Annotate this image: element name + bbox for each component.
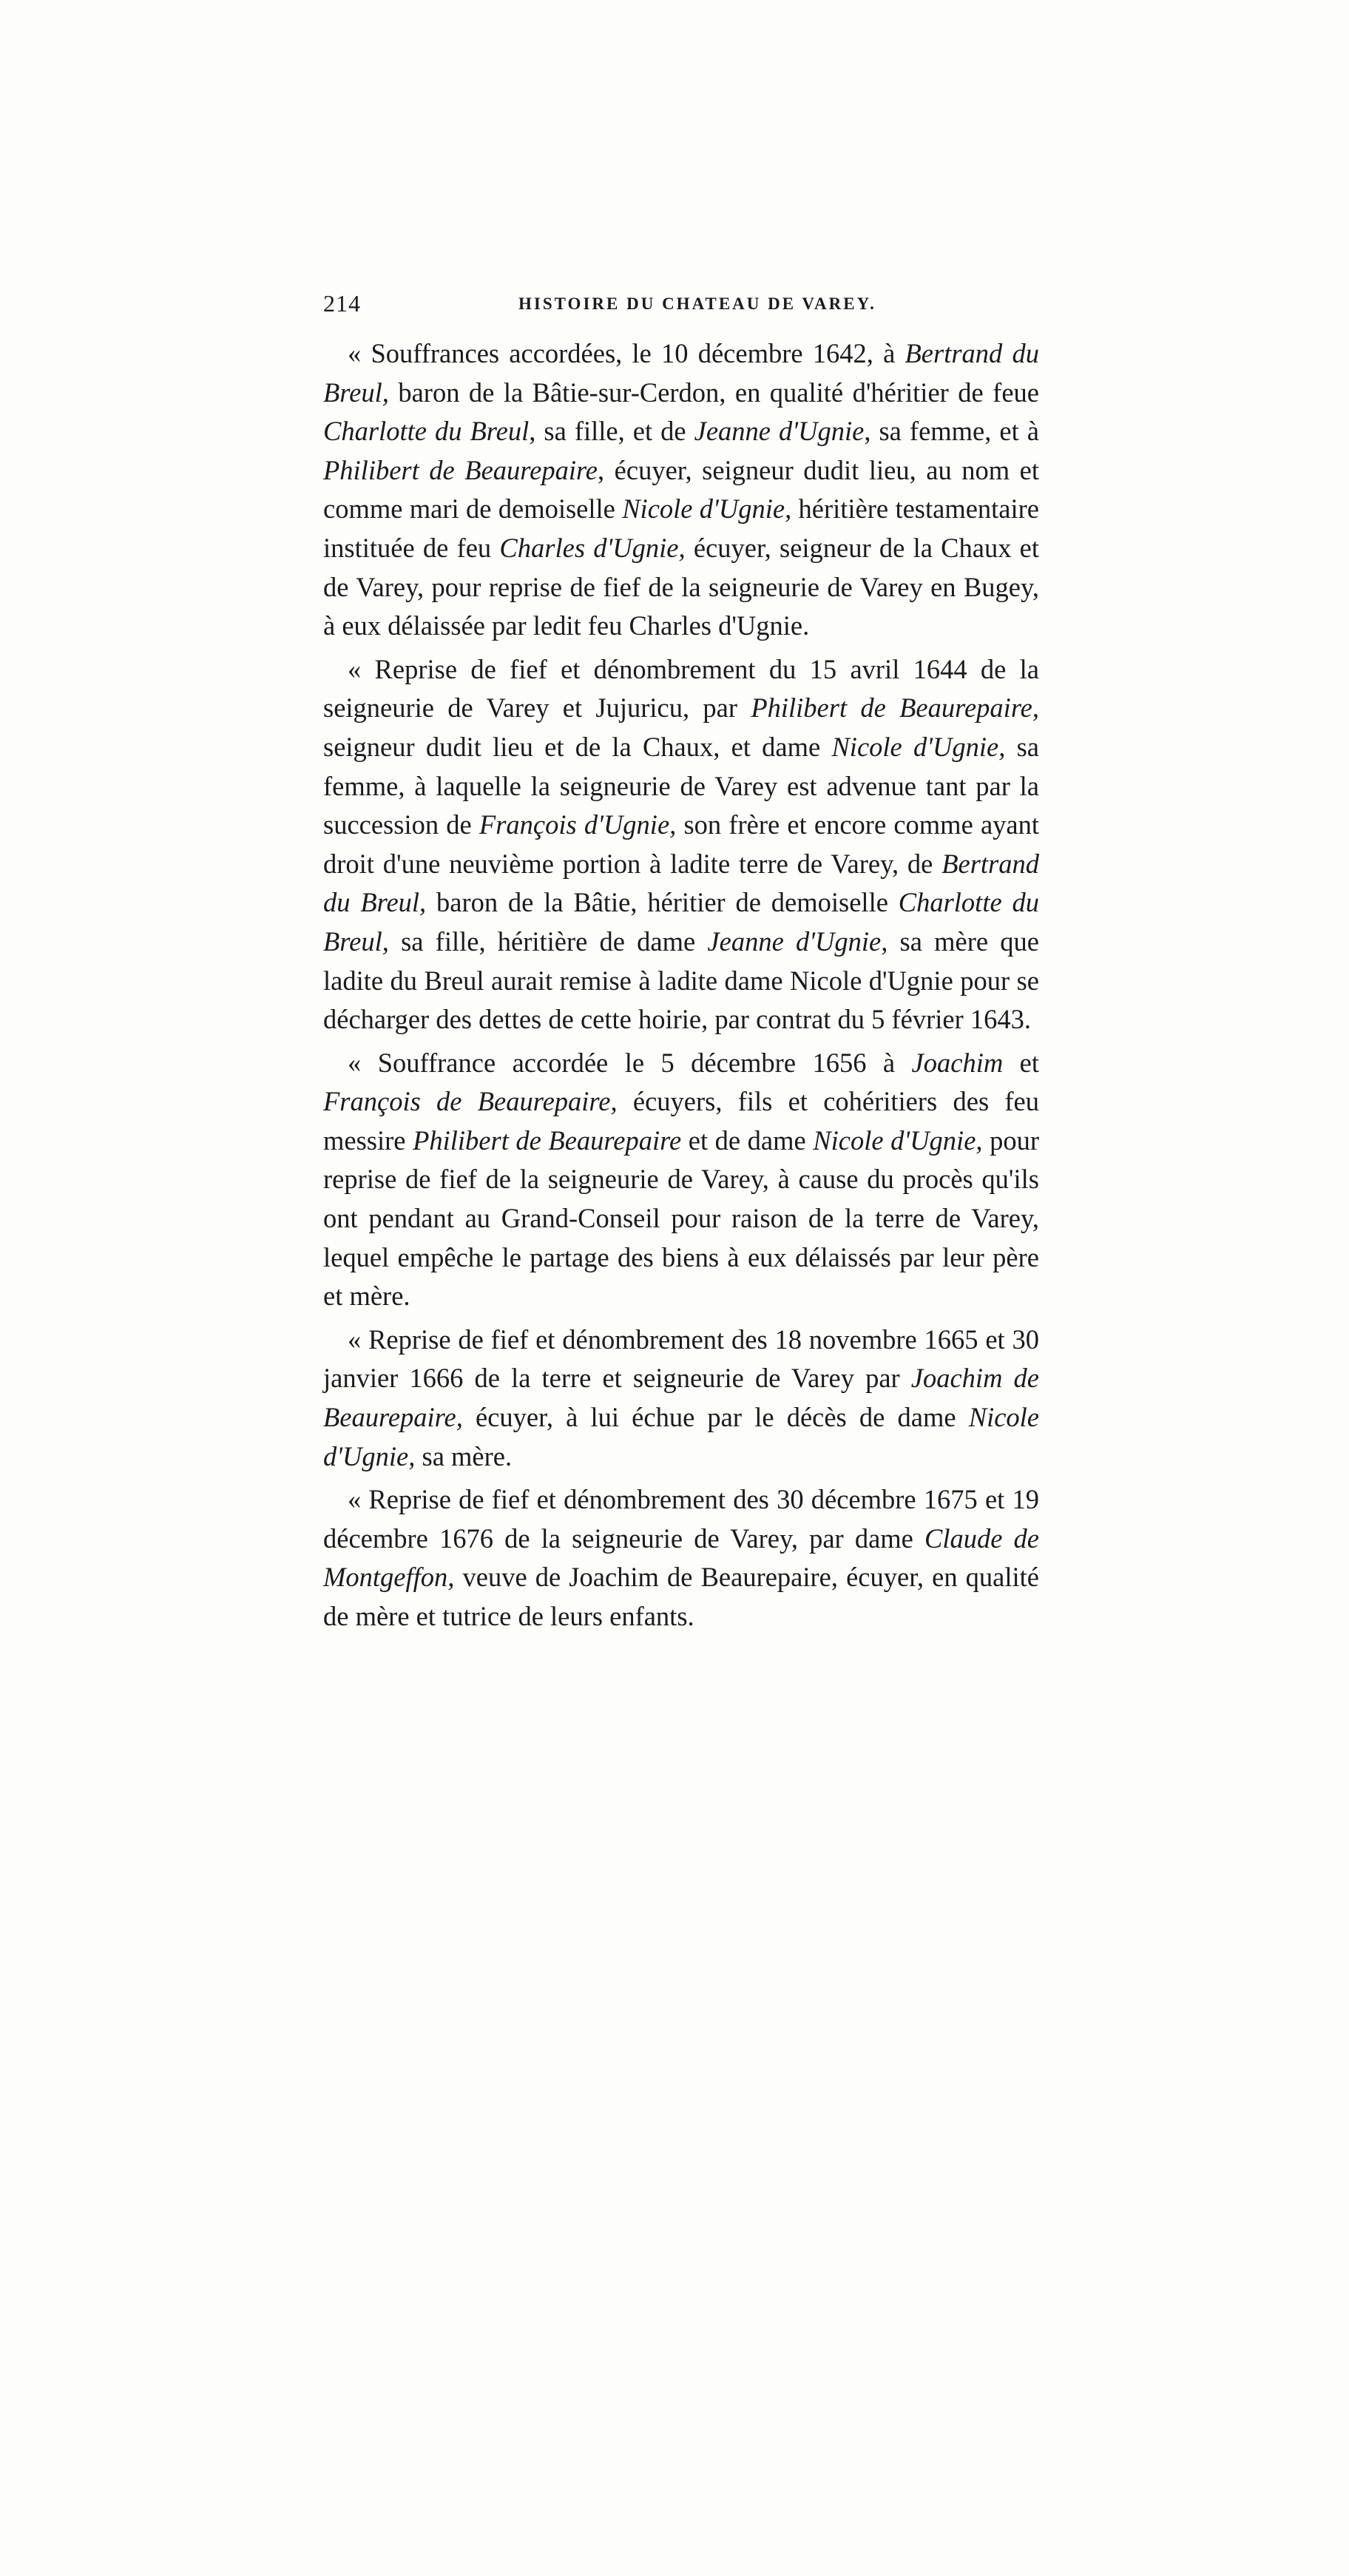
italic-name: Charles d'Ugnie, [499,532,686,563]
text-run: pour reprise de fief de la seigneurie de Varey, à cause du procès qu'ils ont pendant au Grand-Conseil pour raison de la terre de Varey, lequel empêche le partage des biens à eux délaissés par leur père et mère. [323,1125,1040,1312]
italic-name: Philibert de Beaurepaire [323,454,598,485]
text-run: baron de la Bâtie, héritier de demoiselle [426,887,899,918]
italic-name: Charlotte du Breul [323,416,530,447]
paragraph-5 [323,1480,1039,1636]
text-run: , sa fille, et de [529,416,694,447]
text-run: écuyer, seigneur de la Chaux et de Varey, pour reprise de fief de la seigneurie de Varey en Bugey, à eux délaissée par ledit feu Charles d'Ugnie. [323,532,1040,641]
text-run: « Reprise de fief et dénombrement des 18 novembre 1665 et 30 janvier 1666 de la terre et seigneurie de Varey par [323,1324,1039,1394]
text-run: seigneur dudit lieu et de la Chaux, et dame [323,731,832,762]
text-run: , sa femme, et à [864,416,1039,447]
text-run: écuyer, à lui échue par le décès de dame [462,1402,969,1433]
italic-name: Claude de Montgeffon, [323,1523,1039,1593]
italic-name: Joachim [911,1047,1004,1078]
italic-name: Nicole d'Ugnie, [622,493,792,525]
text-run: « Souffrance accordée le 5 décembre 1656 à [348,1047,912,1078]
text-run: baron de la Bâtie-sur-Cerdon, en qualité d'héritier de feue [388,377,1039,408]
italic-name: Bertrand du Breul, [323,338,1039,408]
text-run: et [1003,1047,1039,1078]
paragraph-4 [323,1321,1039,1476]
paragraph-2 [323,650,1039,1039]
italic-name: Jeanne d'Ugnie, [707,925,888,957]
running-title: HISTOIRE DU CHATEAU DE VAREY. [518,294,876,313]
text-run: héritière testamentaire instituée de feu [323,493,1040,563]
italic-name: Nicole d'Ugnie, [813,1125,983,1156]
italic-name: Joachim de Beaurepaire, [323,1363,1039,1433]
text-run: sa mère que ladite du Breul aurait remise à ladite dame Nicole d'Ugnie pour se décharger des dettes de cette hoirie, par contrat du 5 février 1643. [323,925,1039,1035]
text-run: « Souffrances accordées, le 10 décembre 1642, à [348,338,905,368]
italic-name: François de Beaurepaire, [323,1086,618,1117]
text-run: sa fille, héritière de dame [388,925,708,957]
paragraph-1 [323,334,1039,646]
italic-name: Nicole d'Ugnie, [323,1402,1039,1471]
text-run: et de dame [681,1125,814,1156]
text-run: « Reprise de fief et dénombrement des 30 décembre 1675 et 19 décembre 1676 de la seigneurie de Varey, par dame [323,1484,1039,1554]
body-text [323,334,1039,1641]
italic-name: Philibert de Beaurepaire [413,1125,682,1156]
text-run: écuyers, fils et cohéritiers des feu messire [323,1086,1040,1156]
text-run: son frère et encore comme ayant droit d'une neuvième portion à ladite terre de Varey, de [323,809,1039,879]
italic-name: Philibert de Beaurepaire, [751,692,1039,724]
paragraph-3 [323,1044,1039,1316]
text-run: veuve de Joachim de Beaurepaire, écuyer, en qualité de mère et tutrice de leurs enfants. [323,1562,1039,1631]
text-run: sa femme, à laquelle la seigneurie de Varey est advenue tant par la succession de [323,731,1039,840]
italic-name: Jeanne d'Ugnie [694,416,865,447]
page-number: 214 [323,290,361,317]
text-run: « Reprise de fief et dénombrement du 15 avril 1644 de la seigneurie de Varey et Jujuricu, par [323,653,1039,724]
italic-name: François d'Ugnie, [479,809,677,840]
italic-name: Bertrand du Breul, [323,848,1039,918]
italic-name: Charlotte du Breul, [323,887,1039,957]
page-header [323,290,1033,320]
text-run: sa mère. [415,1440,513,1471]
italic-name: Nicole d'Ugnie, [831,731,1006,762]
text-run: , écuyer, seigneur dudit lieu, au nom et comme mari de demoiselle [323,454,1039,525]
